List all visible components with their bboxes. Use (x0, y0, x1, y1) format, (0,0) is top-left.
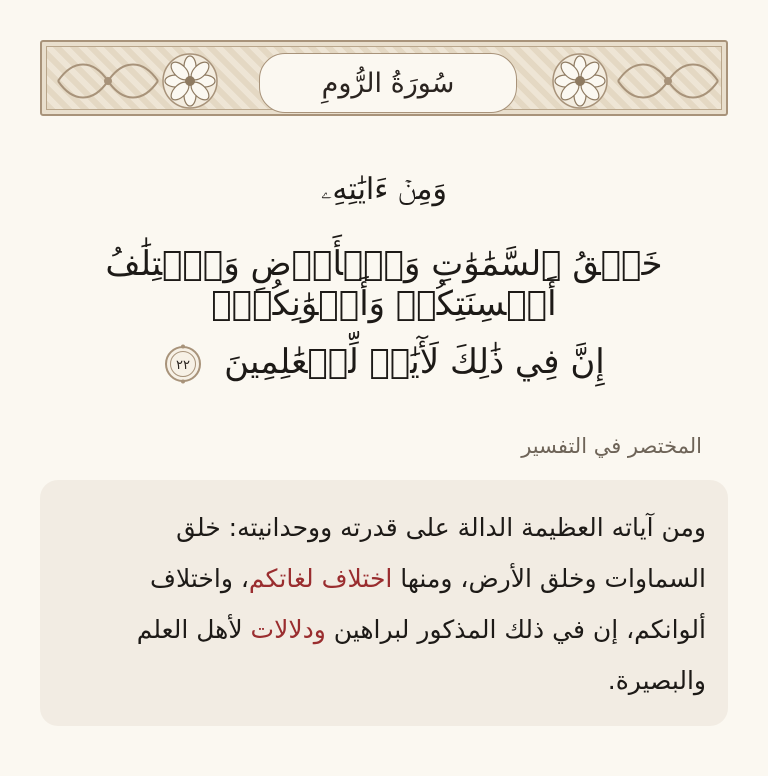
tafsir-text-part-1: ومن آياته العظيمة الدالة على قدرته ووحدانيته: خلق السماوات وخلق الأرض، ومنها (176, 513, 706, 593)
verse-line-3 (40, 342, 728, 384)
tafsir-text (70, 502, 706, 706)
rosette-icon (161, 52, 219, 110)
surah-title: سُورَةُ الرُّومِ (321, 67, 455, 99)
verse-number-marker (163, 344, 203, 384)
verse-line-2: خَلۡقُ ٱلسَّمَٰوَٰتِ وَٱلۡأَرۡضِ وَٱخۡتِلَٰفُ أَلۡسِنَتِكُمۡ وَأَلۡوَٰنِكُمۡۚ (105, 244, 663, 324)
banner-pattern (46, 46, 722, 110)
verse-number: ٢٢ (176, 358, 191, 373)
surah-header-banner (40, 40, 728, 116)
verse-line-1: وَمِنۡ ءَايَٰتِهِۦ (321, 172, 447, 207)
tafsir-heading: المختصر في التفسير (521, 434, 702, 458)
tafsir-highlight-languages: اختلاف لغاتكم (248, 564, 393, 593)
rosette-icon (551, 52, 609, 110)
verse-line-3-text: إِنَّ فِي ذَٰلِكَ لَأٓيَٰتٖ لِّلۡعَٰلِمِينَ (224, 342, 605, 382)
tafsir-panel (40, 480, 728, 726)
arabesque-ornament-icon (53, 54, 163, 108)
surah-title-cartouche (259, 53, 517, 113)
tafsir-text-part-2: ، واختلاف ألوانكم، إن في ذلك المذكور لبراهين (150, 564, 706, 644)
arabesque-ornament-icon (613, 54, 723, 108)
tafsir-text-part-3: لأهل العلم والبصيرة. (136, 615, 706, 695)
tafsir-highlight-signs: ودلالات (250, 615, 326, 644)
